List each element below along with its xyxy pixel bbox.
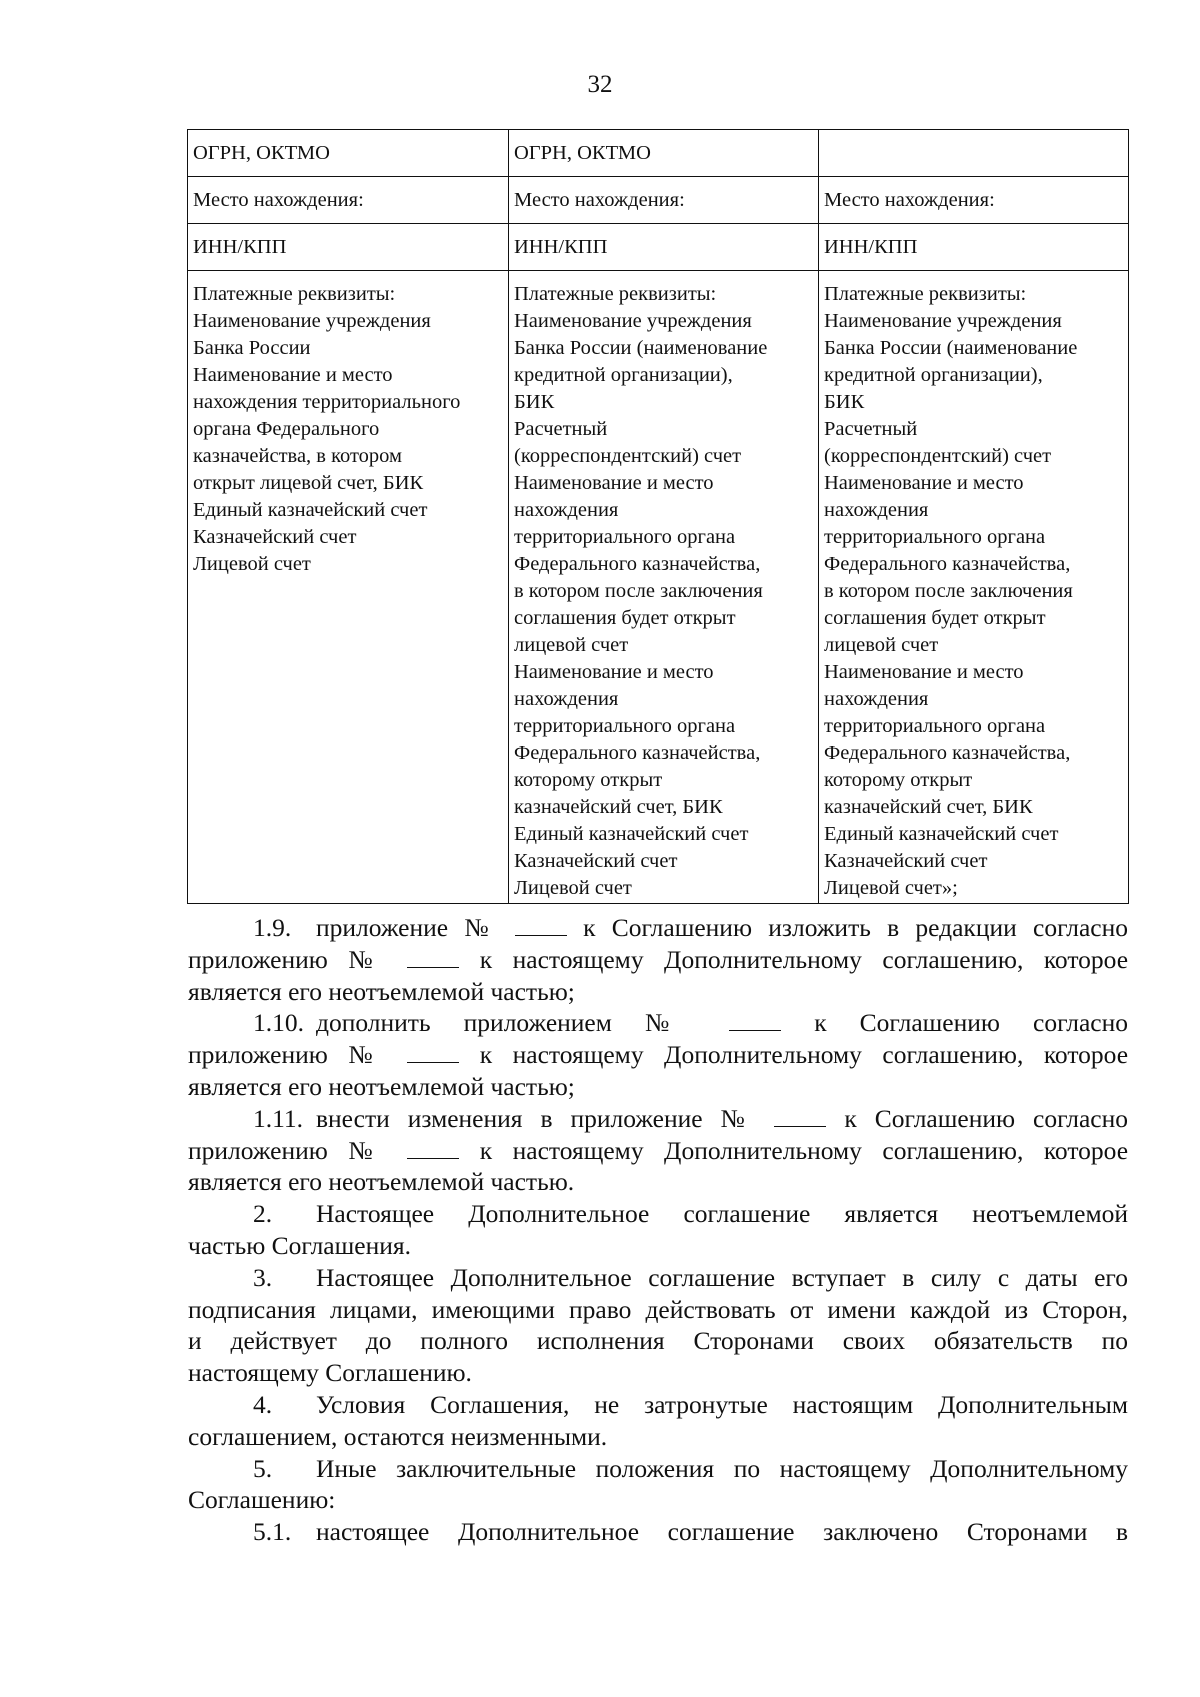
cell-line: в котором после заключения — [514, 580, 763, 602]
table-cell: ОГРН, ОКТМО — [188, 130, 509, 177]
paragraph-4-cont — [188, 1421, 1128, 1453]
table-cell: Место нахождения: — [819, 177, 1129, 224]
cell-line: Банка России — [193, 337, 311, 359]
cell-line: Единый казначейский счет — [824, 823, 1059, 845]
table-cell — [819, 130, 1129, 177]
blank-field — [729, 1010, 781, 1031]
body-text — [188, 912, 1128, 1548]
cell-line: Казначейский счет — [514, 850, 678, 872]
cell-line: территориального органа — [824, 715, 1046, 737]
cell-line: нахождения — [824, 688, 929, 710]
cell-line: территориального органа — [514, 526, 736, 548]
paragraph-number: 5.1. — [253, 1517, 292, 1547]
table-cell: ИНН/КПП — [188, 224, 509, 271]
cell-line: (корреспондентский) счет — [514, 445, 742, 467]
cell-line: БИК — [514, 391, 555, 413]
cell-line: Наименование учреждения — [514, 310, 752, 332]
cell-line: БИК — [824, 391, 865, 413]
paragraph-5 — [188, 1453, 1128, 1485]
paragraph-text: к Соглашению согласно — [814, 1008, 1129, 1038]
cell-line: Платежные реквизиты: — [514, 283, 717, 305]
cell-line: территориального органа — [824, 526, 1046, 548]
table-row — [188, 130, 1129, 177]
paragraph-text: дополнить приложением № — [316, 1008, 697, 1038]
paragraph-text: настоящему Соглашению. — [188, 1358, 472, 1388]
table-cell: Место нахождения: — [509, 177, 819, 224]
cell-line: казначейский счет, БИК — [824, 796, 1033, 818]
cell-line: Наименование учреждения — [193, 310, 431, 332]
paragraph-text: внести изменения в приложение № — [316, 1103, 757, 1133]
cell-line: Федерального казначейства, — [514, 553, 761, 575]
payment-details-party-1 — [188, 271, 509, 904]
paragraph-text: является его неотъемлемой частью; — [188, 976, 575, 1006]
paragraph-text: приложению № — [188, 1040, 387, 1070]
paragraph-text: соглашением, остаются неизменными. — [188, 1421, 608, 1451]
paragraph-number: 2. — [253, 1199, 273, 1229]
cell-line: Казначейский счет — [193, 526, 357, 548]
paragraph-5-1 — [188, 1516, 1128, 1548]
cell-line: Банка России (наименование — [824, 337, 1078, 359]
blank-field — [407, 1138, 459, 1159]
cell-line: Единый казначейский счет — [193, 499, 428, 521]
cell-line: Банка России (наименование — [514, 337, 768, 359]
cell-line: Лицевой счет»; — [824, 877, 958, 899]
table-cell: ИНН/КПП — [819, 224, 1129, 271]
paragraph-2 — [188, 1198, 1128, 1230]
cell-line: Наименование и место — [514, 661, 714, 683]
cell-line: казначейства, в котором — [193, 445, 403, 467]
cell-line: нахождения — [514, 688, 619, 710]
table-cell: Место нахождения: — [188, 177, 509, 224]
paragraph-text: является его неотъемлемой частью. — [188, 1167, 575, 1197]
table-row — [188, 177, 1129, 224]
paragraph-1-11-cont — [188, 1135, 1128, 1199]
paragraph-text: Настоящее Дополнительное соглашение является неотъемлемой — [316, 1199, 1128, 1229]
cell-line: Лицевой счет — [514, 877, 632, 899]
cell-line: Федерального казначейства, — [824, 742, 1071, 764]
paragraph-1-11 — [188, 1103, 1128, 1135]
paragraph-text: приложению № — [188, 944, 387, 974]
cell-line: которому открыт — [514, 769, 663, 791]
cell-line: (корреспондентский) счет — [824, 445, 1052, 467]
paragraph-3 — [188, 1262, 1128, 1294]
paragraph-3-cont — [188, 1294, 1128, 1389]
cell-line: Наименование и место — [193, 364, 393, 386]
cell-line: нахождения территориального — [193, 391, 461, 413]
paragraph-text: приложение № — [316, 913, 499, 942]
paragraph-4 — [188, 1389, 1128, 1421]
cell-line: Расчетный — [824, 418, 918, 440]
paragraph-1-9-cont — [188, 944, 1128, 1008]
cell-line: соглашения будет открыт — [514, 607, 736, 629]
paragraph-text: подписания лицами, имеющими право действовать от имени каждой из Сторон, — [188, 1294, 1128, 1324]
cell-line: Единый казначейский счет — [514, 823, 749, 845]
payment-details-party-2 — [509, 271, 819, 904]
cell-line: казначейский счет, БИК — [514, 796, 723, 818]
paragraph-text: Условия Соглашения, не затронутые настоящим Дополнительным — [316, 1389, 1128, 1419]
table-row — [188, 271, 1129, 904]
cell-line: лицевой счет — [514, 634, 629, 656]
blank-field — [515, 915, 567, 936]
paragraph-text: к Соглашению изложить в редакции согласно — [583, 913, 1129, 942]
paragraph-text: к Соглашению согласно — [844, 1103, 1128, 1133]
paragraph-number: 1.11. — [253, 1103, 304, 1133]
cell-line: лицевой счет — [824, 634, 939, 656]
paragraph-text: является его неотъемлемой частью; — [188, 1071, 575, 1101]
paragraph-text: Настоящее Дополнительное соглашение вступает в силу с даты его — [316, 1262, 1128, 1292]
cell-line: Наименование и место — [514, 472, 714, 494]
paragraph-text: к настоящему Дополнительному соглашению, которое — [479, 944, 1129, 974]
cell-line: кредитной организации), — [824, 364, 1043, 386]
paragraph-text: Соглашению: — [188, 1485, 336, 1515]
cell-line: кредитной организации), — [514, 364, 733, 386]
cell-line: открыт лицевой счет, БИК — [193, 472, 424, 494]
paragraph-text: к настоящему Дополнительному соглашению, которое — [479, 1040, 1129, 1070]
payment-details-party-3 — [819, 271, 1129, 904]
paragraph-text: частью Соглашения. — [188, 1230, 411, 1260]
paragraph-number: 4. — [253, 1389, 273, 1419]
requisites-table — [187, 129, 1129, 904]
paragraph-text: настоящее Дополнительное соглашение заключено Сторонами в — [316, 1517, 1128, 1547]
blank-field — [774, 1106, 826, 1127]
cell-line: Федерального казначейства, — [514, 742, 761, 764]
cell-line: Федерального казначейства, — [824, 553, 1071, 575]
cell-line: Наименование и место — [824, 661, 1024, 683]
cell-line: нахождения — [514, 499, 619, 521]
blank-field — [407, 947, 459, 968]
cell-line: Платежные реквизиты: — [824, 283, 1027, 305]
cell-line: в котором после заключения — [824, 580, 1073, 602]
cell-line: которому открыт — [824, 769, 973, 791]
paragraph-1-10 — [188, 1007, 1128, 1039]
cell-line: территориального органа — [514, 715, 736, 737]
page-number: 32 — [587, 71, 613, 98]
cell-line: Наименование и место — [824, 472, 1024, 494]
paragraph-text: Иные заключительные положения по настоящему Дополнительному — [316, 1453, 1128, 1483]
paragraph-number: 5. — [253, 1453, 273, 1483]
cell-line: нахождения — [824, 499, 929, 521]
paragraph-text: приложению № — [188, 1135, 387, 1165]
paragraph-text: к настоящему Дополнительному соглашению, которое — [479, 1135, 1129, 1165]
paragraph-number: 3. — [253, 1262, 273, 1292]
cell-line: Казначейский счет — [824, 850, 988, 872]
cell-line: Лицевой счет — [193, 553, 311, 575]
blank-field — [407, 1042, 459, 1063]
paragraph-number: 1.9. — [253, 913, 292, 942]
paragraph-5-cont — [188, 1484, 1128, 1516]
paragraph-1-9 — [188, 912, 1128, 944]
cell-line: органа Федерального — [193, 418, 380, 440]
paragraph-number: 1.10. — [253, 1008, 304, 1038]
cell-line: соглашения будет открыт — [824, 607, 1046, 629]
paragraph-text: и действует до полного исполнения Сторонами своих обязательств по — [188, 1326, 1128, 1356]
cell-line: Наименование учреждения — [824, 310, 1062, 332]
table-cell: ОГРН, ОКТМО — [509, 130, 819, 177]
table-row — [188, 224, 1129, 271]
cell-line: Платежные реквизиты: — [193, 283, 396, 305]
table-cell: ИНН/КПП — [509, 224, 819, 271]
cell-line: Расчетный — [514, 418, 608, 440]
paragraph-1-10-cont — [188, 1039, 1128, 1103]
paragraph-2-cont — [188, 1230, 1128, 1262]
